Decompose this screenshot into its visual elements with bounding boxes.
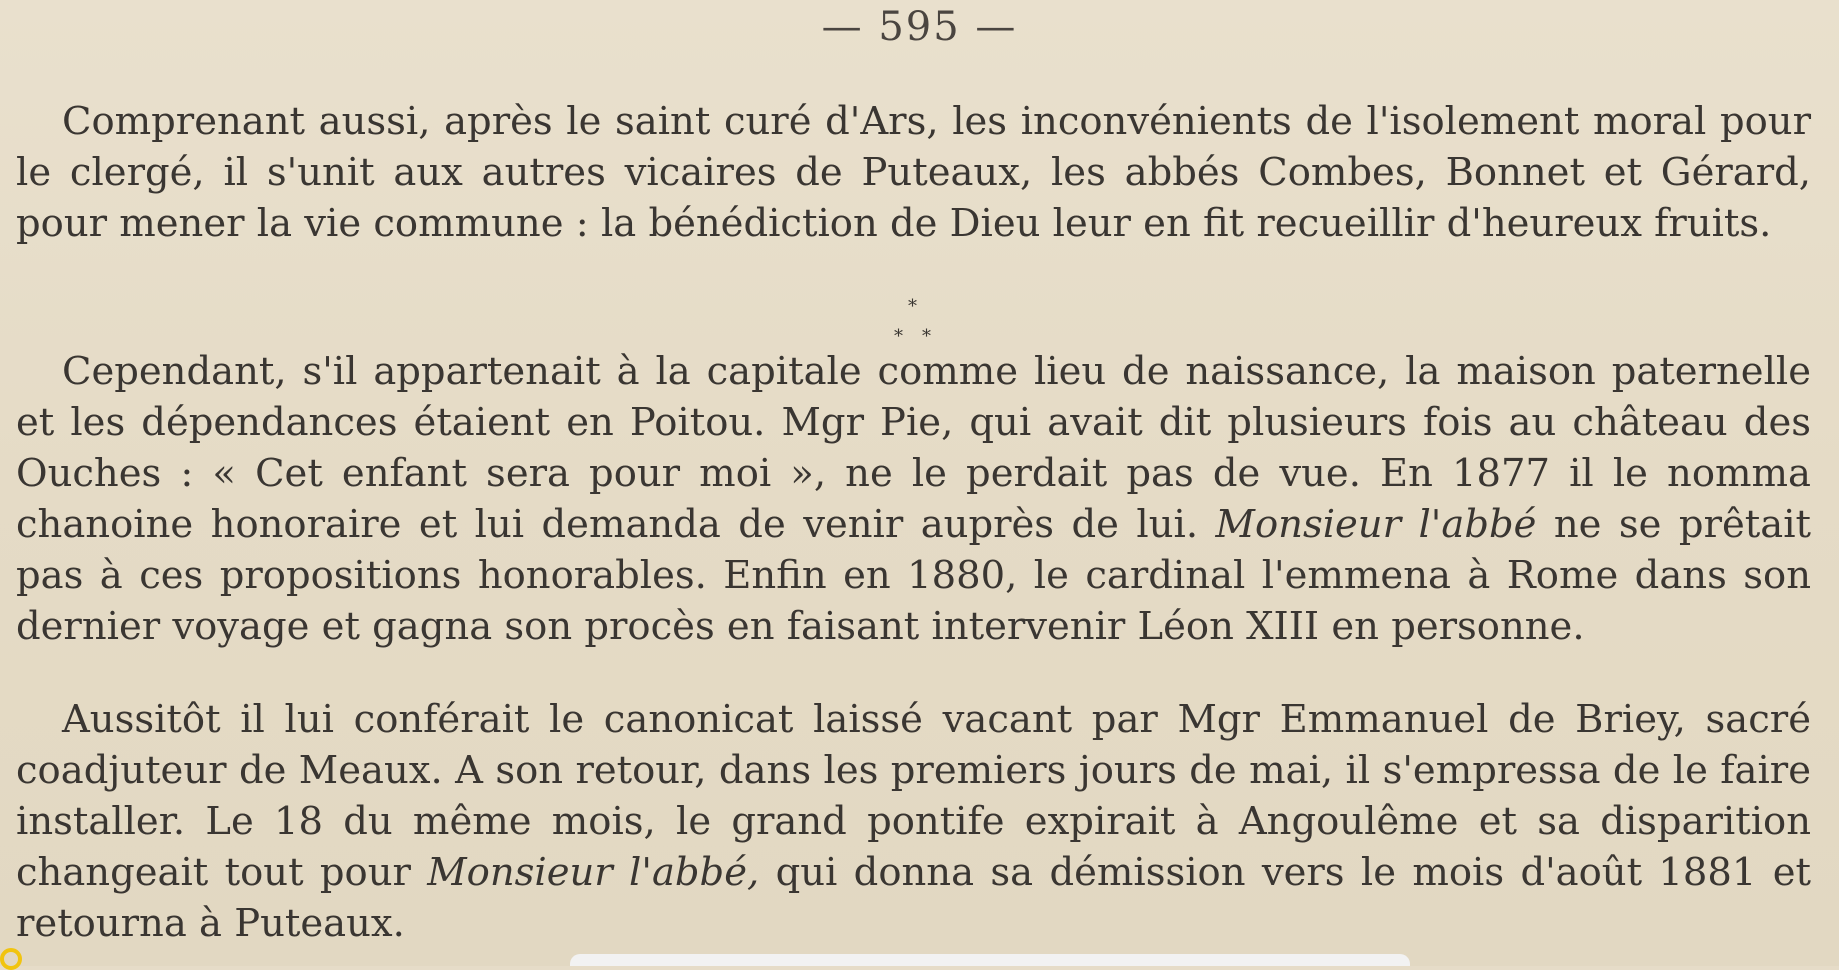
paragraph-2-part-1: Cependant, s'il appartenait à la capitale comme lieu de naissance, la maison paternelle et les dépendances étaient en Poitou. Mgr Pie, qui avait dit plusieurs fois au château des Ouches : « Cet enfant sera pour moi », ne le perdait pas de vue. En 1877 il le nomma chanoine honoraire et lui demanda de venir auprès de lui. [16,349,1811,547]
asterism-star-left: * [894,326,903,347]
paragraph-3-italic: Monsieur l'abbé, [427,850,760,895]
page-number: — 595 — [821,4,1018,50]
asterism-star-right: * [922,326,931,347]
paragraph-3-text [16,694,1811,949]
bottom-overlay-bar [570,954,1410,966]
asterism-divider [888,296,948,346]
paragraph-3-part-2: qui donna sa démission vers le mois d'août 1881 et retourna à Puteaux. [16,850,1811,946]
paragraph-3 [16,694,1811,949]
paragraph-1 [16,96,1811,249]
paragraph-2 [16,346,1811,652]
paragraph-3-part-1: Aussitôt il lui conférait le canonicat laissé vacant par Mgr Emmanuel de Briey, sacré coadjuteur de Meaux. A son retour, dans les premiers jours de mai, il s'empressa de le faire installer. Le 18 du même mois, le grand pontife expirait à Angoulême et sa disparition changeait tout pour [16,697,1811,895]
corner-indicator [0,948,22,970]
paragraph-2-text [16,346,1811,652]
asterism-star-top: * [908,296,917,317]
paragraph-1-text: Comprenant aussi, après le saint curé d'Ars, les inconvénients de l'isolement moral pour le clergé, il s'unit aux autres vicaires de Puteaux, les abbés Combes, Bonnet et Gérard, pour mener la vie commune : la bénédiction de Dieu leur en fit recueillir d'heureux fruits. [16,99,1811,246]
paragraph-2-part-2: ne se prêtait pas à ces propositions honorables. Enfin en 1880, le cardinal l'emmena à Rome dans son dernier voyage et gagna son procès en faisant intervenir Léon XIII en personne. [16,502,1811,649]
paragraph-2-italic: Monsieur l'abbé [1215,502,1537,547]
